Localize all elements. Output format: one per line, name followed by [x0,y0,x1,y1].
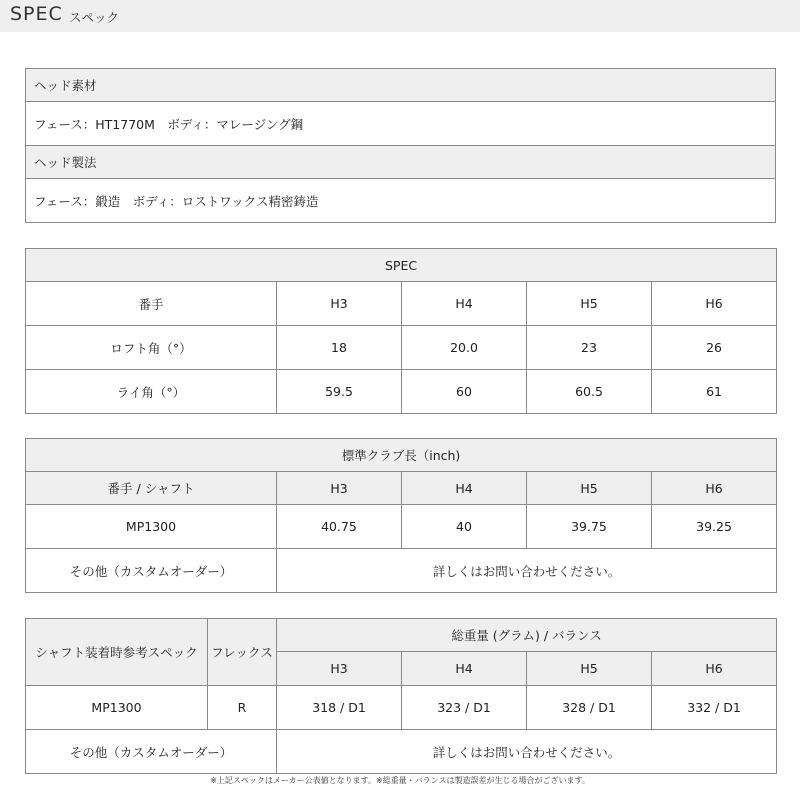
weight-col2: フレックス [208,619,277,686]
length-col-h6: H6 [652,472,777,505]
weight-h6: 332 / D1 [652,686,777,730]
spec-col-h6: H6 [652,282,777,326]
length-h6: 39.25 [652,505,777,549]
head-method-label: ヘッド製法 [26,146,776,179]
table-row [26,505,777,549]
weight-col-h5: H5 [527,652,652,686]
weight-flex: R [208,686,277,730]
weight-shaft: MP1300 [26,686,208,730]
spec-title: SPEC [26,249,777,282]
weight-other-label: その他（カスタムオーダー） [26,730,277,774]
weight-col-h6: H6 [652,652,777,686]
weight-col-h4: H4 [402,652,527,686]
weight-col-h3: H3 [277,652,402,686]
table-row [26,686,777,730]
loft-label: ロフト角（°） [26,326,277,370]
section-subtitle: スペック [69,10,120,25]
section-header [0,0,800,32]
head-material-label: ヘッド素材 [26,69,776,102]
lie-h6: 61 [652,370,777,414]
lie-label: ライ角（°） [26,370,277,414]
table-row [26,730,777,774]
length-col-h5: H5 [527,472,652,505]
length-shaft: MP1300 [26,505,277,549]
length-row-label: 番手 / シャフト [26,472,277,505]
lie-h3: 59.5 [277,370,402,414]
loft-h6: 26 [652,326,777,370]
spec-row-label: 番手 [26,282,277,326]
weight-h3: 318 / D1 [277,686,402,730]
length-h4: 40 [402,505,527,549]
spec-col-h5: H5 [527,282,652,326]
length-title: 標準クラブ長（inch) [26,439,777,472]
head-info-table [25,68,776,223]
weight-col1: シャフト装着時参考スペック [26,619,208,686]
weight-title: 総重量 (グラム) / バランス [277,619,777,652]
table-row [26,549,777,593]
length-col-h3: H3 [277,472,402,505]
length-table [25,438,777,593]
footnote: ※上記スペックはメーカー公表値となります。※総重量・バランスは製造誤差が生じる場合がございます。 [210,776,590,785]
weight-h5: 328 / D1 [527,686,652,730]
loft-h4: 20.0 [402,326,527,370]
head-method-value: フェース：鍛造 ボディ：ロストワックス精密鋳造 [26,179,776,223]
lie-h5: 60.5 [527,370,652,414]
loft-h3: 18 [277,326,402,370]
length-col-h4: H4 [402,472,527,505]
lie-h4: 60 [402,370,527,414]
spec-col-h3: H3 [277,282,402,326]
loft-h5: 23 [527,326,652,370]
weight-table [25,618,777,774]
weight-other-value: 詳しくはお問い合わせください。 [277,730,777,774]
spec-col-h4: H4 [402,282,527,326]
table-row [26,326,777,370]
length-other-value: 詳しくはお問い合わせください。 [277,549,777,593]
length-h3: 40.75 [277,505,402,549]
spec-table [25,248,777,414]
head-material-value: フェース：HT1770M ボディ：マレージング鋼 [26,102,776,146]
length-other-label: その他（カスタムオーダー） [26,549,277,593]
weight-h4: 323 / D1 [402,686,527,730]
table-row [26,370,777,414]
length-h5: 39.75 [527,505,652,549]
section-title: SPEC [10,3,63,25]
